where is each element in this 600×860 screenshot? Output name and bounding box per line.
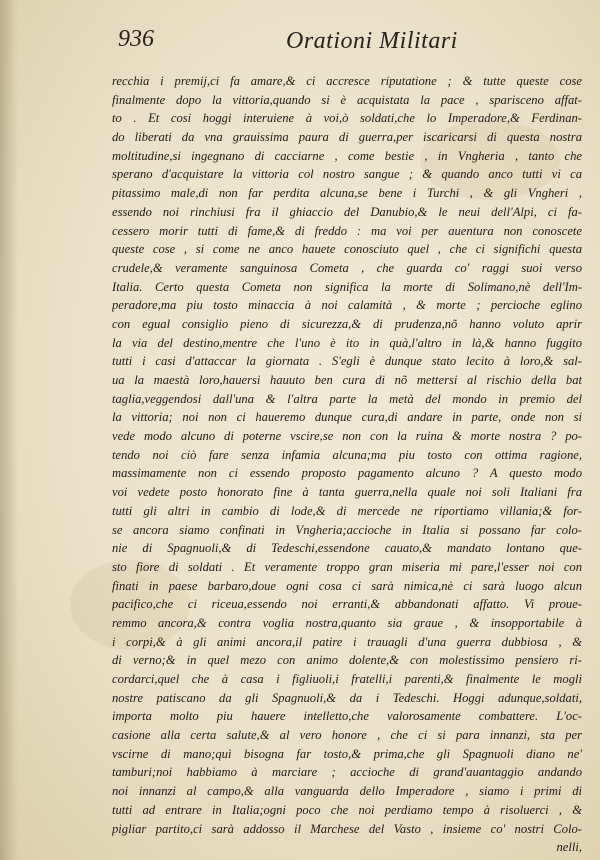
text-line: queste cose , si come ne anco hauete conosciuto quel , che ci significhi questa	[112, 242, 582, 257]
text-line: nelli,	[556, 840, 582, 855]
text-line: cordarci,quel che à casa i figliuoli,i fratelli,i parenti,& finalmente le mogli	[112, 672, 582, 686]
page-number: 936	[118, 26, 154, 52]
text-line: nie di Spagnuoli,& di Tedeschi,essendone cauato,& mandato lontano que-	[112, 541, 582, 556]
text-line: to . Et cosi hoggi interuiene à voi,ò soldati,che lo Imperadore,& Ferdinan-	[112, 111, 582, 126]
text-line: pacifico,che ci riceua,essendo noi erranti,& abbandonati affatto. Vi proue-	[112, 597, 582, 612]
text-line: essendo noi rinchiusi fra il ghiaccio del Danubio,& le neui dell'Alpi, ci fa-	[112, 204, 582, 219]
text-line: do liberati da vna grauissima paura di guerra,per iscaricarsi di questa nostra	[112, 130, 582, 145]
text-line: tendo noi ciò fare senza infamia alcuna;ma piu tosto con ottima ragione,	[112, 447, 582, 462]
text-line: tamburi;noi habbiamo à marciare ; accioche di grand'auantaggio andando	[112, 765, 582, 780]
running-head: Orationi Militari	[286, 28, 458, 54]
text-line: sperano d'acquistare la vittoria col nostro sangue ; & quando anco tutti vi ca	[112, 167, 582, 182]
text-line: pigliar partito,ci sarà addosso il Marchese del Vasto , insieme co' nostri Colo-	[112, 821, 582, 836]
text-line: vscirne di mano;quì bisogna far tosto,& prima,che gli Spagnuoli diano ne'	[112, 746, 582, 761]
text-line: di verno;& in quel mezo con animo dolente,& con molestissimo pensiero ri-	[112, 653, 582, 668]
text-line: tutti gli altri in cambio di lode,& di mercede ne riportiamo villania;& for-	[112, 503, 582, 518]
text-line: la vittoria; noi non ci haueremo dunque cura,di andare in parte, onde non si	[112, 410, 582, 425]
text-line: recchia i premij,ci fa amare,& ci accresce riputatione ; & tutte queste cose	[112, 74, 582, 88]
text-line: pitassimo male,di non far perdita alcuna,se bene i Turchi , & gli Vngheri ,	[112, 186, 582, 201]
text-line: sto fiore di soldati . Et veramente troppo gran miseria mi pare,l'esser noi con	[112, 559, 582, 574]
text-line: remmo ancora,& contra voglia nostra,quanto sia graue , & insopportabile à	[112, 615, 582, 630]
text-line: tutti ad entrare in Italia;ogni poco che noi perdiamo tempo à risoluerci , &	[112, 802, 582, 817]
text-line: la via del destino,mentre che l'uno è ito in quà,l'altro in là,& hanno fuggito	[112, 335, 582, 350]
text-line: voi vedete posto honorato fine à tanta guerra,nella quale noi soli Italiani fra	[112, 485, 582, 500]
text-line: finati in paese barbaro,doue ogni cosa ci sarà nimica,nè ci sarà luogo alcun	[112, 578, 582, 593]
text-line: i corpi,& à gli animi ancora,il patire i trauagli d'una guerra dubbiosa , &	[112, 634, 582, 649]
page-header	[118, 26, 560, 60]
page-binding-shadow	[0, 0, 18, 860]
text-line: Italia. Certo questa Cometa non significa la morte di Solimano,nè dell'Im-	[112, 279, 582, 294]
body-text	[112, 72, 582, 857]
text-line: noi innanzi al campo,& alla vanguarda dello Imperadore , siamo i primi di	[112, 784, 582, 799]
text-line: casione alla certa salute,& al vero honore , che ci si para innanzi, sta per	[112, 728, 582, 743]
text-line: se ancora siamo confinati in Vngheria;accioche in Italia si possano far colo-	[112, 522, 582, 537]
text-line: finalmente dopo la vittoria,quando si è acquistata la pace , sparisceno affat-	[112, 92, 582, 107]
text-line: moltitudine,si ingegnano di cacciarne , come bestie , in Vngheria , tanto che	[112, 148, 582, 163]
text-line: crudele,& veramente sanguinosa Cometa , che guarda co' raggi suoi verso	[112, 260, 582, 275]
text-line: nostre patiscano da gli Spagnuoli,& da i Tedeschi. Hoggi adunque,soldati,	[112, 690, 582, 705]
text-line: peradore,ma piu tosto minaccia à noi calamità , & morte ; percioche eglino	[112, 298, 582, 313]
text-line: con egual consiglio pieno di sicurezza,& di prudenza,nõ hanno voluto aprir	[112, 316, 582, 331]
text-line: massimamente non ci essendo proposto pagamento alcuno ? A questo modo	[112, 466, 582, 481]
text-line: taglia,veggendosi dall'una & l'altra parte la metà del mondo in premio del	[112, 391, 582, 406]
text-line: vede modo alcuno di poterne vscire,se non con la ruina & morte nostra ? po-	[112, 429, 582, 444]
text-line: importa molto piu hauere intelletto,che valorosamente combattere. L'oc-	[112, 709, 582, 724]
text-line: tutti i casi d'attaccar la giornata . S'egli è dunque stato lecito à loro,& sal-	[112, 354, 582, 369]
text-line: ua la maestà loro,hauersi hauuto ben cura di nõ mettersi al rischio della bat	[112, 373, 582, 387]
text-line: cessero morir tutti di fame,& di freddo : ma voi per auentura non conoscete	[112, 223, 582, 238]
